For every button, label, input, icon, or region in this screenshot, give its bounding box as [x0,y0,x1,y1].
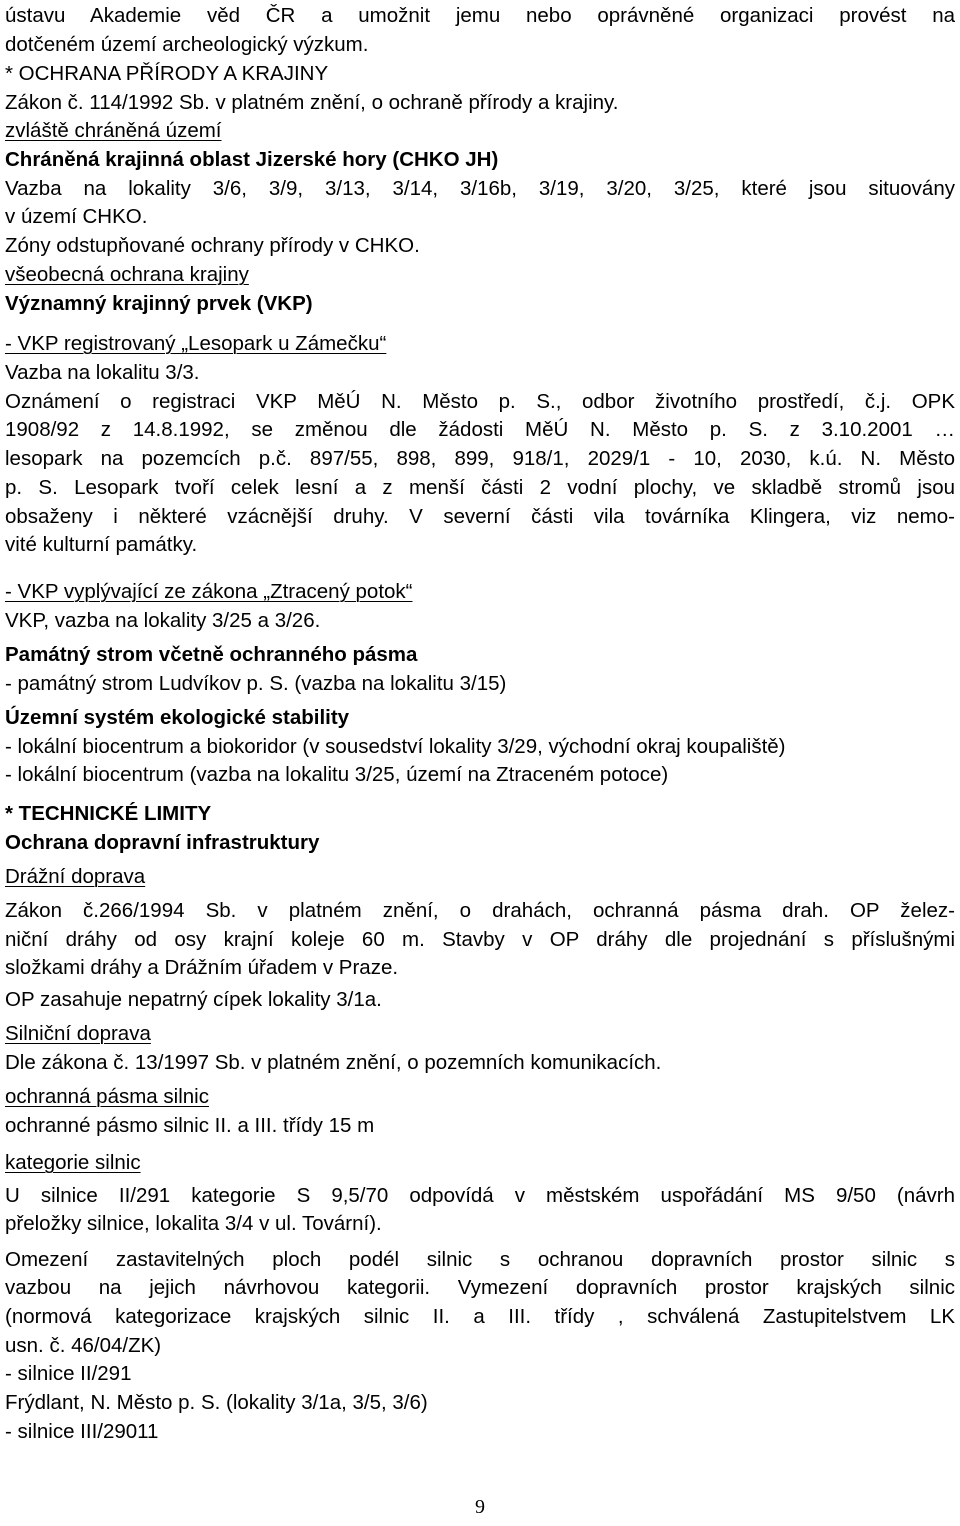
body-text-line: 1908/92 z 14.8.1992, se změnou dle žádosti MěÚ N. Město p. S. z 3.10.2001 … [5,418,955,441]
body-text-line: ústavu Akademie věd ČR a umožnit jemu nebo oprávněné organizaci provést na [5,4,955,27]
body-text-line: - lokální biocentrum a biokoridor (v sousedství lokality 3/29, východní okraj koupaliště) [5,735,786,758]
subheading: Silniční doprava [5,1022,151,1045]
body-text-line: niční dráhy od osy krajní koleje 60 m. Stavby v OP dráhy dle projednání s příslušnými [5,928,955,951]
bold-heading: Památný strom včetně ochranného pásma [5,643,418,666]
body-text-line: složkami dráhy a Drážním úřadem v Praze. [5,956,399,979]
body-text-line: Frýdlant, N. Město p. S. (lokality 3/1a, 3/5, 3/6) [5,1391,428,1414]
body-text-line: Vazba na lokalitu 3/3. [5,361,200,384]
body-text-line: OP zasahuje nepatrný cípek lokality 3/1a. [5,988,382,1011]
body-text-line: Zóny odstupňované ochrany přírody v CHKO. [5,234,420,257]
body-text-line: - silnice II/291 [5,1362,132,1385]
body-text-line: U silnice II/291 kategorie S 9,5/70 odpovídá v městském uspořádání MS 9/50 (návrh [5,1184,955,1207]
section-heading: * TECHNICKÉ LIMITY [5,802,212,825]
body-text-line: Omezení zastavitelných ploch podél silnic s ochranou dopravních prostor silnic s [5,1248,955,1271]
body-text-line: lesopark na pozemcích p.č. 897/55, 898, 899, 918/1, 2029/1 - 10, 2030, k.ú. N. Město [5,447,955,470]
body-text-line: (normová kategorizace krajských silnic II. a III. třídy , schválená Zastupitelstvem LK [5,1305,955,1328]
body-text-line: Zákon č. 114/1992 Sb. v platném znění, o ochraně přírody a krajiny. [5,91,619,114]
subheading: všeobecná ochrana krajiny [5,263,249,286]
page-number: 9 [475,1496,485,1518]
subheading: - VKP vyplývající ze zákona „Ztracený potok“ [5,580,413,603]
bold-heading: Územní systém ekologické stability [5,706,350,729]
body-text-line: - lokální biocentrum (vazba na lokalitu 3/25, území na Ztraceném potoce) [5,763,669,786]
body-text-line: usn. č. 46/04/ZK) [5,1334,162,1357]
subheading: Drážní doprava [5,865,146,888]
subheading: zvláště chráněná území [5,119,222,142]
subheading: ochranná pásma silnic [5,1085,209,1108]
body-text-line: Zákon č.266/1994 Sb. v platném znění, o drahách, ochranná pásma drah. OP želez- [5,899,955,922]
body-text-line: - silnice III/29011 [5,1420,159,1443]
subheading: kategorie silnic [5,1151,141,1174]
body-text-line: přeložky silnice, lokalita 3/4 v ul. Tovární). [5,1212,382,1235]
body-text-line: Oznámení o registraci VKP MěÚ N. Město p. S., odbor životního prostředí, č.j. OPK [5,390,955,413]
body-text-line: Vazba na lokality 3/6, 3/9, 3/13, 3/14, 3/16b, 3/19, 3/20, 3/25, které jsou situovány [5,177,955,200]
body-text-line: vazbou na jejich návrhovou kategorii. Vymezení dopravních prostor krajských silnic [5,1276,955,1299]
body-text-line: - památný strom Ludvíkov p. S. (vazba na lokalitu 3/15) [5,672,507,695]
body-text-line: dotčeném území archeologický výzkum. [5,33,369,56]
bold-heading: Ochrana dopravní infrastruktury [5,831,320,854]
body-text-line: Dle zákona č. 13/1997 Sb. v platném znění, o pozemních komunikacích. [5,1051,662,1074]
body-text-line: ochranné pásmo silnic II. a III. třídy 15 m [5,1114,375,1137]
body-text-line: v území CHKO. [5,205,148,228]
subheading: - VKP registrovaný „Lesopark u Zámečku“ [5,332,387,355]
body-text-line: p. S. Lesopark tvoří celek lesní a z menší části 2 vodní plochy, ve skladbě stromů jsou [5,476,955,499]
body-text-line: VKP, vazba na lokality 3/25 a 3/26. [5,609,321,632]
section-heading: * OCHRANA PŘÍRODY A KRAJINY [5,62,329,85]
bold-heading: Významný krajinný prvek (VKP) [5,292,313,315]
body-text-line: obsaženy i některé vzácnější druhy. V severní části vila továrníka Klingera, viz nemo- [5,505,955,528]
body-text-line: vité kulturní památky. [5,533,198,556]
bold-heading: Chráněná krajinná oblast Jizerské hory (CHKO JH) [5,148,499,171]
